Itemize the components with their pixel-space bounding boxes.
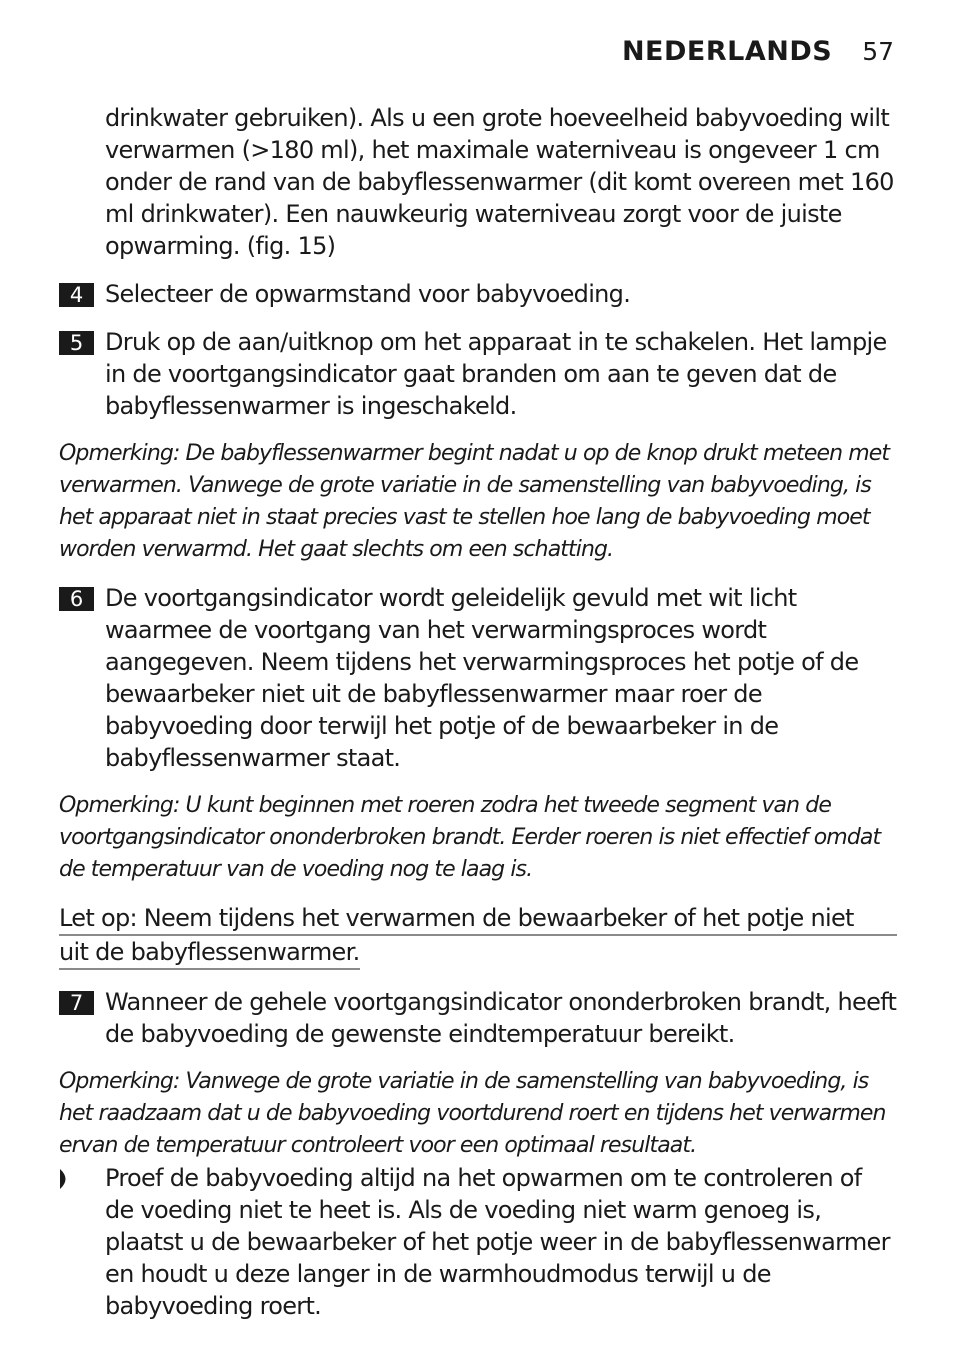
step-text: Druk op de aan/uitknop om het apparaat in te schakelen. Het lampje in de voortgangsindicator gaat branden om aan te geven dat de babyflessenwarmer is ingeschakeld.	[105, 328, 887, 420]
bullet-text: Proef de babyvoeding altijd na het opwarmen om te controleren of de voeding niet te heet is. Als de voeding niet warm genoeg is, plaatst u de bewaarbeker of het potje weer in de babyflessenwarmer en houdt u deze langer in de warmhoudmodus terwijl u de babyvoeding roert.	[105, 1164, 890, 1320]
step-number-badge: 7	[59, 991, 94, 1015]
bullet-arrow-icon	[59, 1168, 71, 1190]
note-2: Opmerking: U kunt beginnen met roeren zodra het tweede segment van de voortgangsindicator ononderbroken brandt. Eerder roeren is niet effectief omdat de temperatuur van de voeding nog te laag is.	[59, 793, 881, 882]
caution-line-1: Let op: Neem tijdens het verwarmen de bewaarbeker of het potje niet	[59, 902, 897, 936]
caution-block	[59, 902, 897, 970]
note-3: Opmerking: Vanwege de grote variatie in de samenstelling van babyvoeding, is het raadzaam dat u de babyvoeding voortdurend roert en tijdens het verwarmen ervan de temperatuur controleert voor een optimaal resultaat.	[59, 1069, 886, 1158]
step-7	[59, 986, 897, 1050]
caution-line-2: uit de babyflessenwarmer.	[59, 936, 360, 970]
continuation-paragraph	[59, 102, 897, 262]
manual-content	[59, 102, 897, 1322]
step-6	[59, 582, 897, 774]
continuation-text: drinkwater gebruiken). Als u een grote hoeveelheid babyvoeding wilt verwarmen (>180 ml), het maximale waterniveau is ongeveer 1 cm onder de rand van de babyflessenwarmer (dit komt overeen met 160 ml drinkwater). Een nauwkeurig waterniveau zorgt voor de juiste opwarming. (fig. 15)	[105, 104, 894, 260]
step-text: De voortgangsindicator wordt geleidelijk gevuld met wit licht waarmee de voortgang van het verwarmingsproces wordt aangegeven. Neem tijdens het verwarmingsproces het potje of de bewaarbeker niet uit de babyflessenwarmer maar roer de babyvoeding door terwijl het potje of de bewaarbeker in de babyflessenwarmer staat.	[105, 584, 859, 772]
step-number-badge: 6	[59, 587, 94, 611]
step-text: Selecteer de opwarmstand voor babyvoeding.	[105, 280, 631, 308]
step-number-badge: 5	[59, 331, 94, 355]
page-number: 57	[862, 37, 894, 66]
language-label: NEDERLANDS	[621, 36, 833, 67]
step-text: Wanneer de gehele voortgangsindicator ononderbroken brandt, heeft de babyvoeding de gewenste eindtemperatuur bereikt.	[105, 988, 897, 1048]
note-1: Opmerking: De babyflessenwarmer begint nadat u op de knop drukt meteen met verwarmen. Vanwege de grote variatie in de samenstelling van babyvoeding, is het apparaat niet in staat precies vast te stellen hoe lang de babyvoeding moet worden verwarmd. Het gaat slechts om een schatting.	[59, 441, 890, 562]
page-header	[622, 36, 894, 67]
step-4	[59, 278, 897, 310]
step-number-badge: 4	[59, 283, 94, 307]
bullet-item	[59, 1162, 897, 1322]
step-5	[59, 326, 897, 422]
